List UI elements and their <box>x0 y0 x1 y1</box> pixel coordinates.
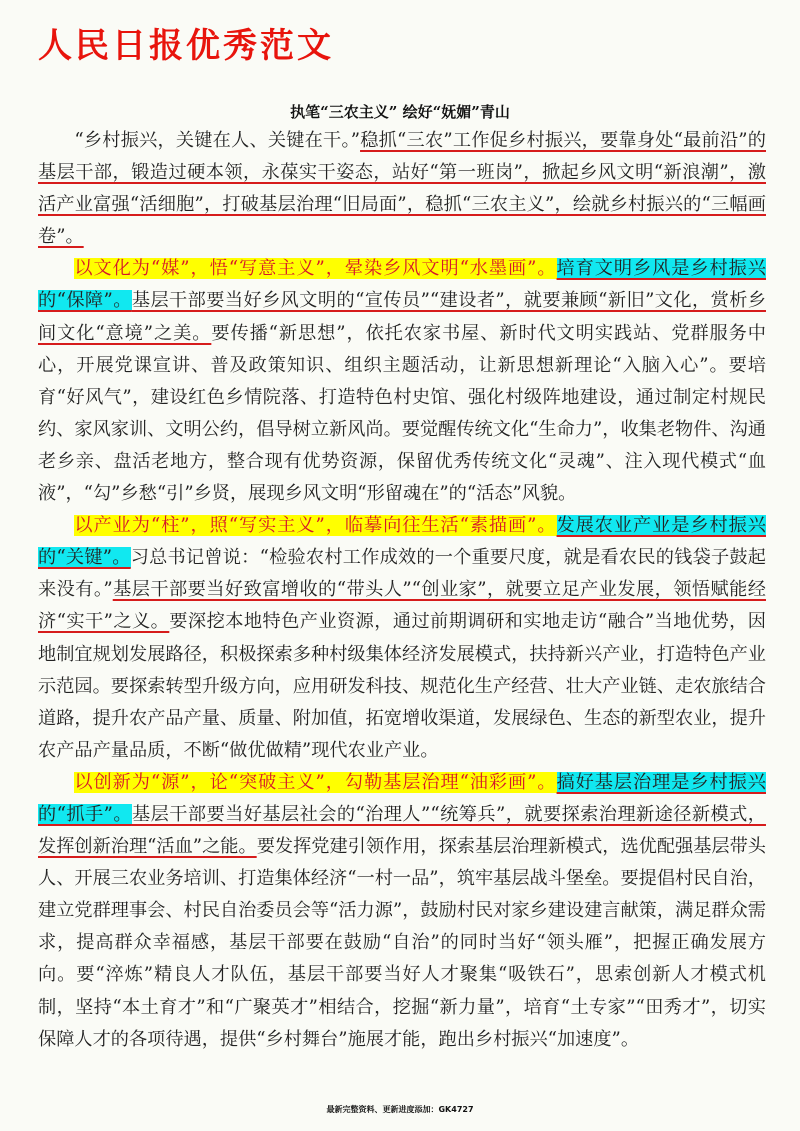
culture-body-text: 要传播“新思想”，依托农家书屋、新时代文明实践站、党群服务中心，开展党课宣讲、普及政策知识、组织主题活动，让新思想新理论“入脑入心”。要培育“好风气”，建设红色乡情院落、打造特色村史馆、强化村级阵地建设，通过制定村规民约、家风家训、文明公约，倡导树立新风尚。要觉醒传统文化“生命力”，收集老物件、沟通老乡亲、盘活老地方，整合现有优势资源，保留优秀传统文化“灵魂”、注入现代模式“血液”，“勾”乡愁“引”乡贤，展现乡风文明“形留魂在”的“活态”风貌。 <box>38 322 766 505</box>
paragraph-culture <box>38 253 766 510</box>
industry-thesis-highlight: 发展农业产业是乡村振兴的“关键”。 <box>38 515 766 569</box>
innovation-underlined-text: 基层干部要当好基层社会的“治理人”“统筹兵”，就要探索治理新途径新模式，发挥创新治理“活血”之能。 <box>38 803 766 858</box>
innovation-body-text: 要发挥党建引领作用，探索基层治理新模式，选优配强基层带头人、开展三农业务培训、打造集体经济“一村一品”，筑牢基层战斗堡垒。要提倡村民自治，建立党群理事会、村民自治委员会等“活力源”，鼓励村民对家乡建设建言献策，满足群众需求，提高群众幸福感，基层干部要在鼓励“自治”的同时当好“领头雁”，把握正确发展方向。要“淬炼”精良人才队伍，基层干部要当好人才聚集“吸铁石”，思索创新人才模式机制，坚持“本土育才”和“广聚英才”相结合，挖掘“新力量”，培育“土专家”“田秀才”，切实保障人才的各项待遇，提供“乡村舞台”施展才能，跑出乡村振兴“加速度”。 <box>38 836 766 1050</box>
paragraph-intro <box>38 125 766 253</box>
industry-underlined-text: 基层干部要当好致富增收的“带头人”“创业家”，就要立足产业发展，领悟赋能经济“实干”之义。 <box>38 579 766 633</box>
innovation-thesis-highlight: 搞好基层治理是乡村振兴的“抓手”。 <box>38 771 766 825</box>
header-title: 人民日报优秀范文 <box>38 26 334 66</box>
industry-body-text: 要深挖本地特色产业资源，通过前期调研和实地走访“融合”当地优势，因地制宜规划发展路径，积极探索多种村级集体经济发展模式，扶持新兴产业，打造特色产业示范园。要探索转型升级方向，应用研发科技、规范化生产经营、壮大产业链、走农旅结合道路，提升农产品产量、质量、附加值，拓宽增收渠道，发展绿色、生态的新型农业，提升农产品产量品质，不断“做优做精”现代农业产业。 <box>38 611 766 761</box>
culture-underlined-text: 基层干部要当好乡风文明的“宣传员”“建设者”，就要兼顾“新旧”文化，赏析乡间文化“意境”之美。 <box>38 290 766 344</box>
intro-quote: “乡村振兴，关键在人、关键在干。” <box>74 130 361 151</box>
paragraph-innovation <box>38 767 766 1056</box>
footer-note: 最新完整资料、更新进度添加：GK4727 <box>326 1105 474 1114</box>
industry-heading-highlight: 以产业为“柱”，照“写实主义”，临摹向往生活“素描画”。 <box>74 515 557 537</box>
innovation-heading-highlight: 以创新为“源”，论“突破主义”，勾勒基层治理“油彩画”。 <box>74 771 557 793</box>
industry-quote-text: 习总书记曾说：“检验农村工作成效的一个重要尺度，就是看农民的钱袋子鼓起来没有。” <box>38 547 766 601</box>
paragraph-industry <box>38 510 766 767</box>
article-body <box>38 125 766 1056</box>
document-header <box>0 18 800 74</box>
article-title: 执笔“三农主义” 绘好“妩媚”青山 <box>290 103 510 121</box>
culture-thesis-highlight: 培育文明乡风是乡村振兴的“保障”。 <box>38 258 766 312</box>
culture-heading-highlight: 以文化为“媒”，悟“写意主义”，晕染乡风文明“水墨画”。 <box>74 258 557 280</box>
intro-underlined-text: 稳抓“三农”工作促乡村振兴，要靠身处“最前沿”的基层干部，锻造过硬本领，永葆实干姿态，站好“第一班岗”，掀起乡风文明“新浪潮”，激活产业富强“活细胞”，打破基层治理“旧局面”，稳抓“三农主义”，绘就乡村振兴的“三幅画卷”。 <box>38 130 766 248</box>
